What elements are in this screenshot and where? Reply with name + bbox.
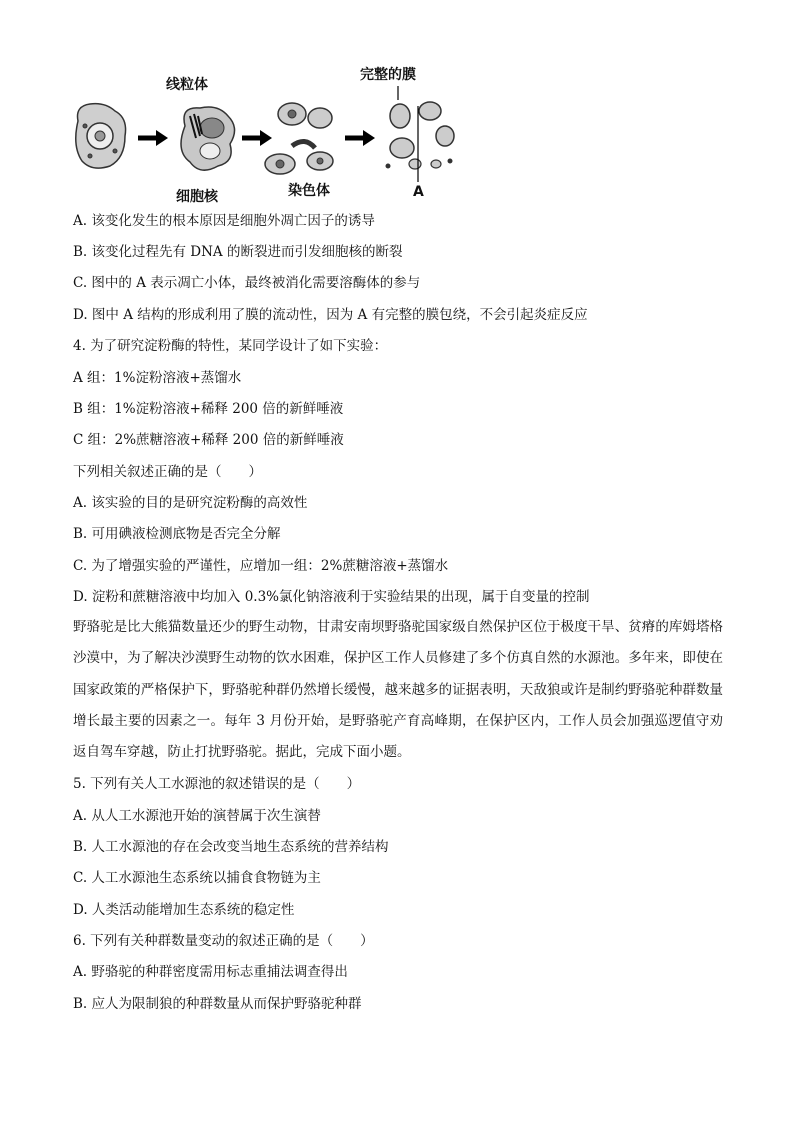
q4-option-a: A. 该实验的目的是研究淀粉酶的高效性	[73, 495, 308, 511]
q5-stem: 5. 下列有关人工水源池的叙述错误的是（ ）	[73, 776, 361, 792]
normal-cell	[76, 104, 126, 168]
q5-option-a: A. 从人工水源池开始的演替属于次生演替	[73, 808, 321, 824]
reading-passage: 野骆驼是比大熊猫数量还少的野生动物，甘肃安南坝野骆驼国家级自然保护区位于极度干旱、贫瘠的库姆塔格沙漠中，为了解决沙漠野生动物的饮水困难，保护区工作人员修建了多个仿真自然的水源池。多年来，即使在国家政策的严格保护下，野骆驼种群仍然增长缓慢，越来越多的证据表明，天敌狼或许是制约野骆驼种群数量增长最主要的因素之一。每年 3 月份开始，是野骆驼产育高峰期，在保护区内，工作人员会加强巡逻值守劝返自驾车穿越，防止打扰野骆驼。据此，完成下面小题。	[73, 619, 723, 761]
q4-group-c: C 组：2%蔗糖溶液+稀释 200 倍的新鲜唾液	[73, 432, 344, 448]
q4-question: 下列相关叙述正确的是（ ）	[73, 464, 262, 480]
q4-option-c: C. 为了增强实验的严谨性，应增加一组：2%蔗糖溶液+蒸馏水	[73, 558, 449, 574]
q3-option-b: B. 该变化过程先有 DNA 的断裂进而引发细胞核的断裂	[73, 244, 403, 260]
q3-option-d: D. 图中 A 结构的形成利用了膜的流动性，因为 A 有完整的膜包绕，不会引起炎症反应	[73, 307, 588, 323]
q4-option-b: B. 可用碘液检测底物是否完全分解	[73, 526, 281, 542]
label-nucleus: 细胞核	[176, 189, 218, 205]
shrinking-cell	[181, 107, 235, 170]
q5-option-c: C. 人工水源池生态系统以捕食食物链为主	[73, 870, 321, 886]
q5-option-d: D. 人类活动能增加生态系统的稳定性	[73, 902, 295, 918]
apoptotic-bodies	[386, 86, 454, 182]
label-mitochondria: 线粒体	[166, 77, 208, 93]
label-a: A	[413, 184, 424, 200]
apoptosis-figure	[70, 66, 470, 206]
q4-group-a: A 组：1%淀粉溶液+蒸馏水	[73, 370, 242, 386]
q5-option-b: B. 人工水源池的存在会改变当地生态系统的营养结构	[73, 839, 389, 855]
fragmenting-cell	[265, 103, 333, 174]
label-intact-membrane: 完整的膜	[360, 67, 416, 83]
q3-option-a: A. 该变化发生的根本原因是细胞外凋亡因子的诱导	[73, 213, 375, 229]
q6-option-b: B. 应人为限制狼的种群数量从而保护野骆驼种群	[73, 996, 362, 1012]
q4-group-b: B 组：1%淀粉溶液+稀释 200 倍的新鲜唾液	[73, 401, 344, 417]
label-chromosome: 染色体	[288, 183, 330, 199]
q6-option-a: A. 野骆驼的种群密度需用标志重捕法调查得出	[73, 964, 348, 980]
q3-option-c: C. 图中的 A 表示凋亡小体，最终被消化需要溶酶体的参与	[73, 275, 421, 291]
apoptosis-diagram	[70, 66, 470, 206]
q4-option-d: D. 淀粉和蔗糖溶液中均加入 0.3%氯化钠溶液利于实验结果的出现，属于自变量的控制	[73, 589, 590, 605]
q6-stem: 6. 下列有关种群数量变动的叙述正确的是（ ）	[73, 933, 374, 949]
q4-stem: 4. 为了研究淀粉酶的特性，某同学设计了如下实验：	[73, 338, 388, 354]
